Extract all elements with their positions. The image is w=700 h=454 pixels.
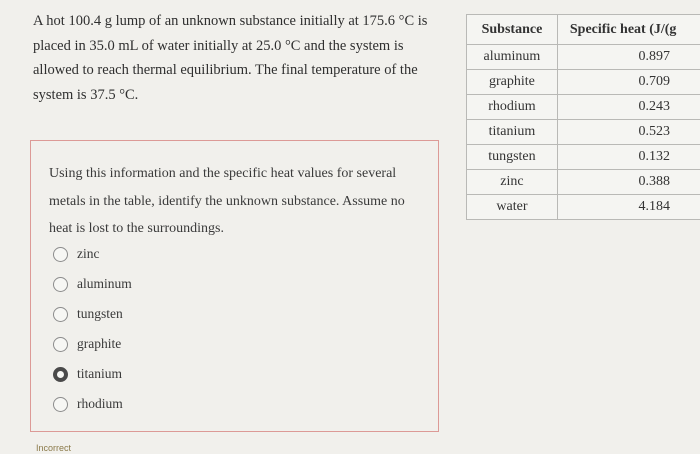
table-row (467, 170, 700, 195)
table-row (467, 95, 700, 120)
column-header-specific-heat: Specific heat (J/(g (557, 15, 700, 45)
question-box (30, 140, 439, 432)
option-label: titanium (77, 366, 122, 381)
option-graphite[interactable] (53, 334, 121, 354)
table-row (467, 70, 700, 95)
column-header-substance: Substance (467, 15, 558, 45)
substance-cell: zinc (467, 170, 558, 195)
option-label: zinc (77, 246, 100, 261)
table-row (467, 145, 700, 170)
specific-heat-cell: 0.243 (557, 95, 700, 120)
option-label: graphite (77, 336, 122, 351)
feedback-status: Incorrect (36, 443, 72, 453)
option-label: aluminum (77, 276, 132, 291)
option-aluminum[interactable] (53, 274, 132, 294)
option-rhodium[interactable] (53, 394, 123, 414)
radio-icon[interactable] (53, 247, 68, 262)
specific-heat-cell: 0.388 (557, 170, 700, 195)
problem-statement: A hot 100.4 g lump of an unknown substance initially at 175.6 °C is placed in 35.0 mL of water initially at 25.0 °C and the system is allowed to reach thermal equilibrium. The final temperature of the system is 37.5 °C. (33, 13, 428, 103)
substance-cell: water (467, 195, 558, 220)
substance-cell: rhodium (467, 95, 558, 120)
specific-heat-cell: 0.523 (557, 120, 700, 145)
table-header-row (467, 15, 700, 45)
option-tungsten[interactable] (53, 304, 123, 324)
question-prompt: Using this information and the specific heat values for several metals in the table, identify the unknown substance. Assume no heat is lost to the surroundings. (49, 166, 405, 236)
substance-cell: titanium (467, 120, 558, 145)
radio-icon[interactable] (53, 277, 68, 292)
radio-icon[interactable] (53, 397, 68, 412)
table-row (467, 45, 700, 70)
option-label: tungsten (77, 306, 123, 321)
specific-heat-table (466, 14, 700, 220)
specific-heat-cell: 0.132 (557, 145, 700, 170)
table-row (467, 120, 700, 145)
specific-heat-cell: 4.184 (557, 195, 700, 220)
substance-cell: graphite (467, 70, 558, 95)
specific-heat-cell: 0.709 (557, 70, 700, 95)
radio-icon[interactable] (53, 337, 68, 352)
option-titanium[interactable] (53, 364, 122, 384)
table-row (467, 195, 700, 220)
substance-cell: tungsten (467, 145, 558, 170)
option-zinc[interactable] (53, 244, 100, 264)
option-label: rhodium (77, 396, 123, 411)
radio-icon[interactable] (53, 307, 68, 322)
substance-cell: aluminum (467, 45, 558, 70)
radio-selected-icon[interactable] (53, 367, 68, 382)
specific-heat-cell: 0.897 (557, 45, 700, 70)
specific-heat-table-container (466, 14, 700, 221)
